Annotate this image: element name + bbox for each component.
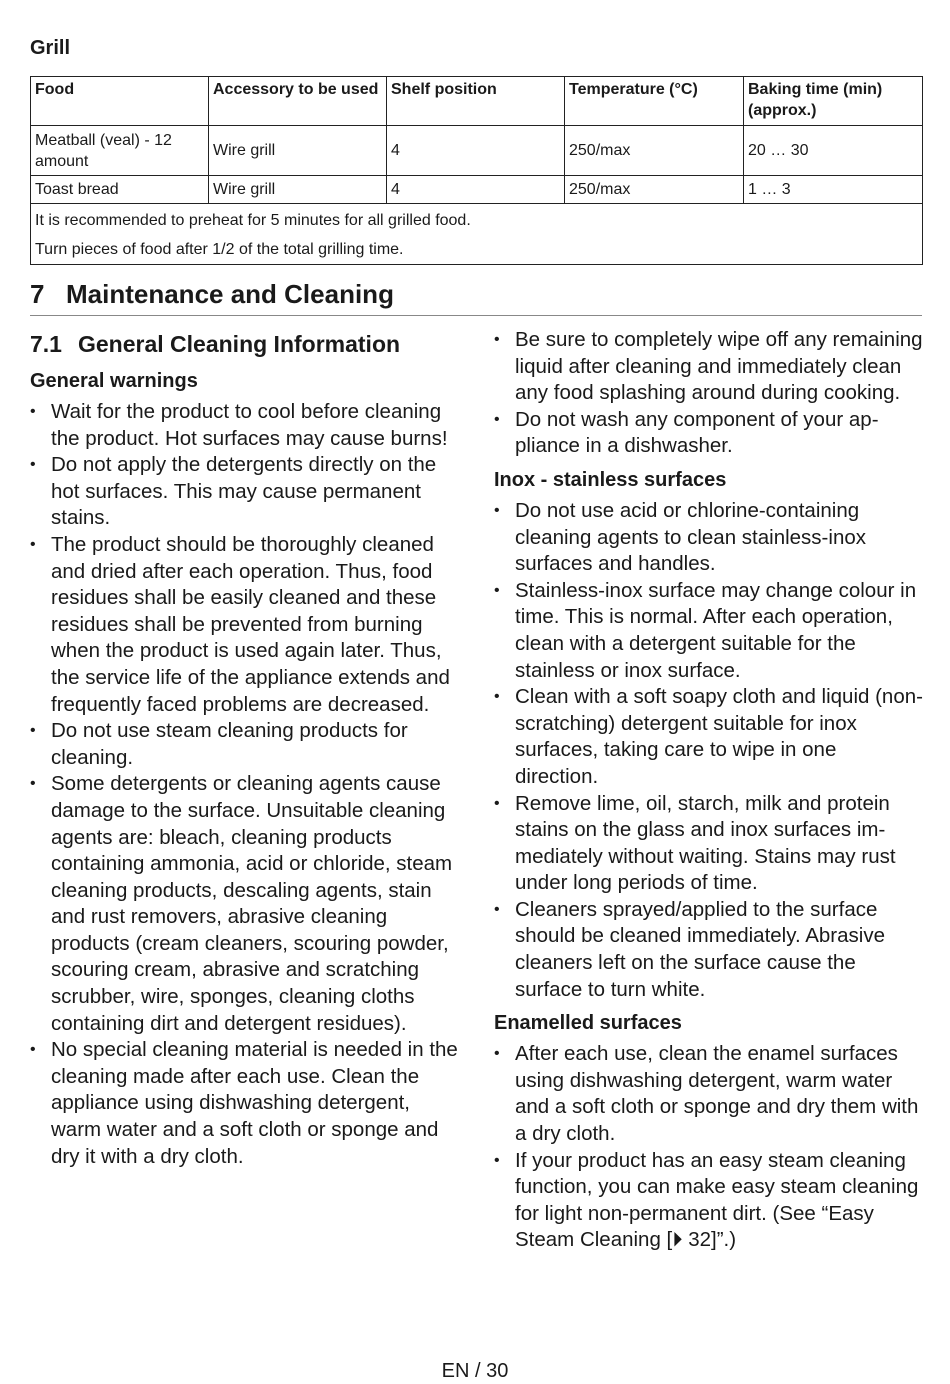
section-number: 7.1 bbox=[30, 331, 62, 357]
inox-heading: Inox - stainless surfaces bbox=[494, 468, 727, 491]
list-item: • After each use, clean the enamel surfaces using dishwashing detergent, warm water and a soft cloth or sponge and dry them with a dry cloth. bbox=[494, 1041, 924, 1147]
table-cell: Toast bread bbox=[31, 176, 209, 204]
table-row bbox=[31, 126, 923, 176]
column-header: Accessory to be used bbox=[209, 77, 387, 126]
table-header-row bbox=[31, 77, 923, 126]
table-note: Turn pieces of food after 1/2 of the total grilling time. bbox=[31, 234, 923, 265]
general-warnings-list-continued bbox=[494, 327, 924, 460]
table-cell: 20 … 30 bbox=[744, 126, 923, 176]
page-number: EN / 30 bbox=[441, 1360, 509, 1382]
table-cell: 4 bbox=[387, 126, 565, 176]
list-item: • Do not wash any component of your appliance in a dishwasher. bbox=[494, 407, 924, 460]
left-column bbox=[30, 327, 460, 1170]
list-item: • Clean with a soft soapy cloth and liquid (non-scratching) detergent suitable for inox surfaces, taking care to wipe in one direction. bbox=[494, 684, 924, 790]
grill-heading: Grill bbox=[30, 37, 71, 59]
table-cell: 1 … 3 bbox=[744, 176, 923, 204]
list-item: • Do not use steam cleaning products for cleaning. bbox=[30, 718, 460, 771]
table-cell: 4 bbox=[387, 176, 565, 204]
column-header: Shelf position bbox=[387, 77, 565, 126]
table-row bbox=[31, 176, 923, 204]
enamel-heading: Enamelled surfaces bbox=[494, 1012, 682, 1035]
column-header: Temperature (°C) bbox=[565, 77, 744, 126]
table-note-row bbox=[31, 204, 923, 235]
list-item: • Do not use acid or chlorine-containing cleaning agents to clean stainless-inox surfaces and handles. bbox=[494, 498, 924, 578]
list-item: • The product should be thoroughly cleaned and dried after each operation. Thus, food residues shall be easily cleaned and these residues shall be prevented from burning when the product is used again later. Thus, the service life of the appliance extends and frequently faced problems are decreased. bbox=[30, 532, 460, 718]
general-warnings-list bbox=[30, 399, 460, 1170]
table-cell: Wire grill bbox=[209, 176, 387, 204]
table-cell: Meatball (veal) - 12 amount bbox=[31, 126, 209, 176]
table-cell: 250/max bbox=[565, 176, 744, 204]
right-column bbox=[494, 327, 924, 1254]
enamel-list bbox=[494, 1041, 924, 1254]
table-cell: 250/max bbox=[565, 126, 744, 176]
chapter-title bbox=[30, 277, 922, 316]
list-item: • Wait for the product to cool before cleaning the product. Hot surfaces may cause burns! bbox=[30, 399, 460, 452]
chapter-title-text: Maintenance and Cleaning bbox=[66, 279, 394, 309]
list-item: • Be sure to completely wipe off any remaining liquid after cleaning and immediately clean any food splashing around during cooking. bbox=[494, 327, 924, 407]
chapter-number: 7 bbox=[30, 279, 45, 309]
list-item: • Some detergents or cleaning agents cause damage to the surface. Unsuitable cleaning agents are: bleach, cleaning products containing ammonia, acid or chloride, steam cleaning products, descaling agents, stain and rust removers, abrasive cleaning products (cream cleaners, scouring powder, scouring cream, abrasive and scratching scrubber, wire, sponges, cleaning cloths containing dirt and detergent residues). bbox=[30, 771, 460, 1037]
inox-list bbox=[494, 498, 924, 1003]
list-item: • Do not apply the detergents directly on the hot surfaces. This may cause permanent stains. bbox=[30, 452, 460, 532]
list-item: • No special cleaning material is needed in the cleaning made after each use. Clean the appliance using dishwashing detergent, warm water and a soft cloth or sponge and dry it with a dry cloth. bbox=[30, 1037, 460, 1170]
section-title bbox=[30, 327, 460, 361]
general-warnings-heading: General warnings bbox=[30, 370, 198, 392]
list-item: • Remove lime, oil, starch, milk and protein stains on the glass and inox surfaces immediately without waiting. Stains may rust under long periods of time. bbox=[494, 791, 924, 897]
section-title-text: General Cleaning Information bbox=[78, 331, 401, 357]
table-cell: Wire grill bbox=[209, 126, 387, 176]
list-item: • If your product has an easy steam cleaning function, you can make easy steam cleaning for light non-permanent dirt. (See “Easy Steam Cleaning [⏵ 32]”.) bbox=[494, 1148, 924, 1254]
table-note-row bbox=[31, 234, 923, 265]
list-item: • Cleaners sprayed/applied to the surface should be cleaned immediately. Abrasive cleaners left on the surface cause the surface to turn white. bbox=[494, 897, 924, 1003]
column-header: Food bbox=[31, 77, 209, 126]
column-header: Baking time (min) (approx.) bbox=[744, 77, 923, 126]
list-item: • Stainless-inox surface may change colour in time. This is normal. After each operation, clean with a detergent suitable for the stainless or inox surface. bbox=[494, 578, 924, 684]
grill-table bbox=[30, 76, 923, 265]
table-note: It is recommended to preheat for 5 minutes for all grilled food. bbox=[31, 204, 923, 235]
